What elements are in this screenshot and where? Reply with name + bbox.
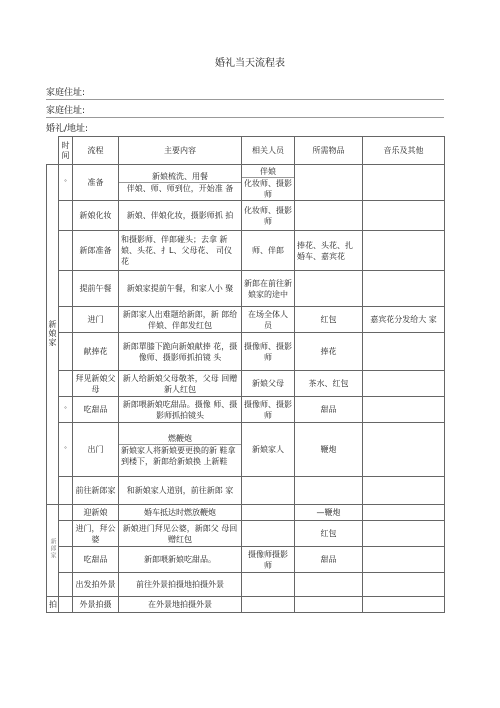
people-cell: 伴娘 化妆师、摄影师: [242, 165, 295, 201]
process-cell: 吃甜品: [73, 547, 119, 573]
people-cell: 摄像师、摄影师: [242, 333, 295, 371]
schedule-table: [46, 136, 445, 613]
items-cell: 甜品: [295, 547, 363, 573]
items-cell: 捧花: [295, 333, 363, 371]
wedding-address-line: 婚礼/地址:: [46, 124, 89, 134]
table-row: [47, 597, 445, 613]
music-cell: 嘉宾花分发给大 家: [363, 307, 445, 333]
items-cell: 红包: [295, 521, 363, 547]
content-cell: 新娘进门拜见公婆，新郎父 母回赠红包: [119, 521, 242, 547]
table-row: [47, 477, 445, 505]
people-cell: 摄像师摄影 师: [242, 547, 295, 573]
items-cell: 鞭炮: [295, 423, 363, 477]
header-time: 时 间: [59, 137, 73, 165]
content-cell: 新娘梳洗、用餐 伴娘、师、师到位，开始准 备: [119, 165, 242, 201]
content-cell: 新娘、伴娘化妆，摄影师抓 拍: [119, 201, 242, 231]
group-label-photo: 拍: [47, 597, 59, 613]
group-label-bride: 新娘家: [48, 319, 57, 347]
content-cell: 燃鞭炮 新娘家人将新娘要更换的新 鞋拿到楼下，新郎给新娘换 上新鞋: [119, 423, 242, 477]
content-cell: 新郎喂新娘吃甜品。: [119, 547, 242, 573]
items-cell: 捧花、头花、扎婚车、嘉宾花: [295, 231, 363, 271]
process-cell: 外景拍摄: [73, 597, 119, 613]
table-row: ° 出门 燃鞭炮 新娘家人将新娘要更换的新 鞋拿到楼下，新郎给新娘换 上新鞋 新娘家人 鞭炮: [47, 423, 445, 477]
process-cell: 前往新郎家: [73, 477, 119, 505]
people-cell: 化妆师、摄影师: [242, 201, 295, 231]
process-cell: 新郎准备: [73, 231, 119, 271]
table-row: [47, 333, 445, 371]
process-cell: 准备: [73, 165, 119, 201]
process-cell: 出门: [73, 423, 119, 477]
header-people: 相关人员: [242, 137, 295, 165]
table-row: [47, 201, 445, 231]
process-cell: 进门，拜公婆: [73, 521, 119, 547]
group-label-groom: 新郎家: [49, 538, 56, 559]
people-cell: 新娘父母: [242, 371, 295, 397]
content-cell: 新郎家人出难题给新郎，新 郎给伴娘、伴郎发红包: [119, 307, 242, 333]
document-title: 婚礼当天流程表: [215, 58, 285, 69]
content-cell: 和新娘家人道别，前往新郎 家: [119, 477, 242, 505]
content-cell: 婚车抵达时燃放鞭炮: [119, 505, 242, 521]
table-row: [47, 573, 445, 597]
content-cell: 新人给新娘父母敬茶，父母 回赠新人红包: [119, 371, 242, 397]
process-cell: 提前午餐: [73, 271, 119, 307]
items-cell: —鞭炮: [295, 505, 363, 521]
process-cell: 迎新娘: [73, 505, 119, 521]
header-content: 主要内容: [119, 137, 242, 165]
people-cell: 新娘家人: [242, 423, 295, 477]
process-cell: 进门: [73, 307, 119, 333]
content-cell: 新娘家提前午餐，和家人小 聚: [119, 271, 242, 307]
process-cell: 吃甜品: [73, 397, 119, 423]
header-music: 音乐及其他: [363, 137, 445, 165]
address-line-1: 家庭住址:: [46, 87, 444, 100]
table-row: [47, 521, 445, 547]
people-cell: 摄像师、摄影师: [242, 397, 295, 423]
table-row: [47, 371, 445, 397]
address-line-2: 家庭住址:: [46, 105, 444, 118]
people-cell: 在场全体人 员: [242, 307, 295, 333]
header-row: [47, 137, 445, 165]
people-cell: 师、伴郎: [242, 231, 295, 271]
process-cell: 新娘化妆: [73, 201, 119, 231]
items-cell: 茶水、红包: [295, 371, 363, 397]
table-row: [47, 307, 445, 333]
content-cell: 前往外景拍摄地拍摄外景: [119, 573, 242, 597]
header-process: 流程: [73, 137, 119, 165]
table-row: [47, 231, 445, 271]
process-cell: 拜见新娘父母: [73, 371, 119, 397]
table-row: [47, 547, 445, 573]
content-cell: 和摄影师、伴郎碰头；去拿 新娘、头花、扌L、父母花、 司仪花: [119, 231, 242, 271]
people-cell: 新郎在前往新娘家的途中: [242, 271, 295, 307]
content-cell: 新郎單膝下跪向新娘献捧 花，摄像师、摄影师抓拍镜 头: [119, 333, 242, 371]
table-row: 新娘家 ° 准备 新娘梳洗、用餐 伴娘、师、师到位，开始准 备 伴娘 化妆师、摄影师: [47, 165, 445, 201]
items-cell: 甜品: [295, 397, 363, 423]
content-cell: 在外景地拍摄外景: [119, 597, 242, 613]
content-cell: 新郎喂新娘吃甜品。摄像 师、摄影师抓拍镜头: [119, 397, 242, 423]
process-cell: 出发拍外景: [73, 573, 119, 597]
table-row: ° 吃甜品 新郎喂新娘吃甜品。摄像 师、摄影师抓拍镜头 摄像师、摄影师 甜品: [47, 397, 445, 423]
table-row: [47, 271, 445, 307]
table-row: [47, 505, 445, 521]
header-items: 所需物品: [295, 137, 363, 165]
process-cell: 献捧花: [73, 333, 119, 371]
items-cell: 红包: [295, 307, 363, 333]
